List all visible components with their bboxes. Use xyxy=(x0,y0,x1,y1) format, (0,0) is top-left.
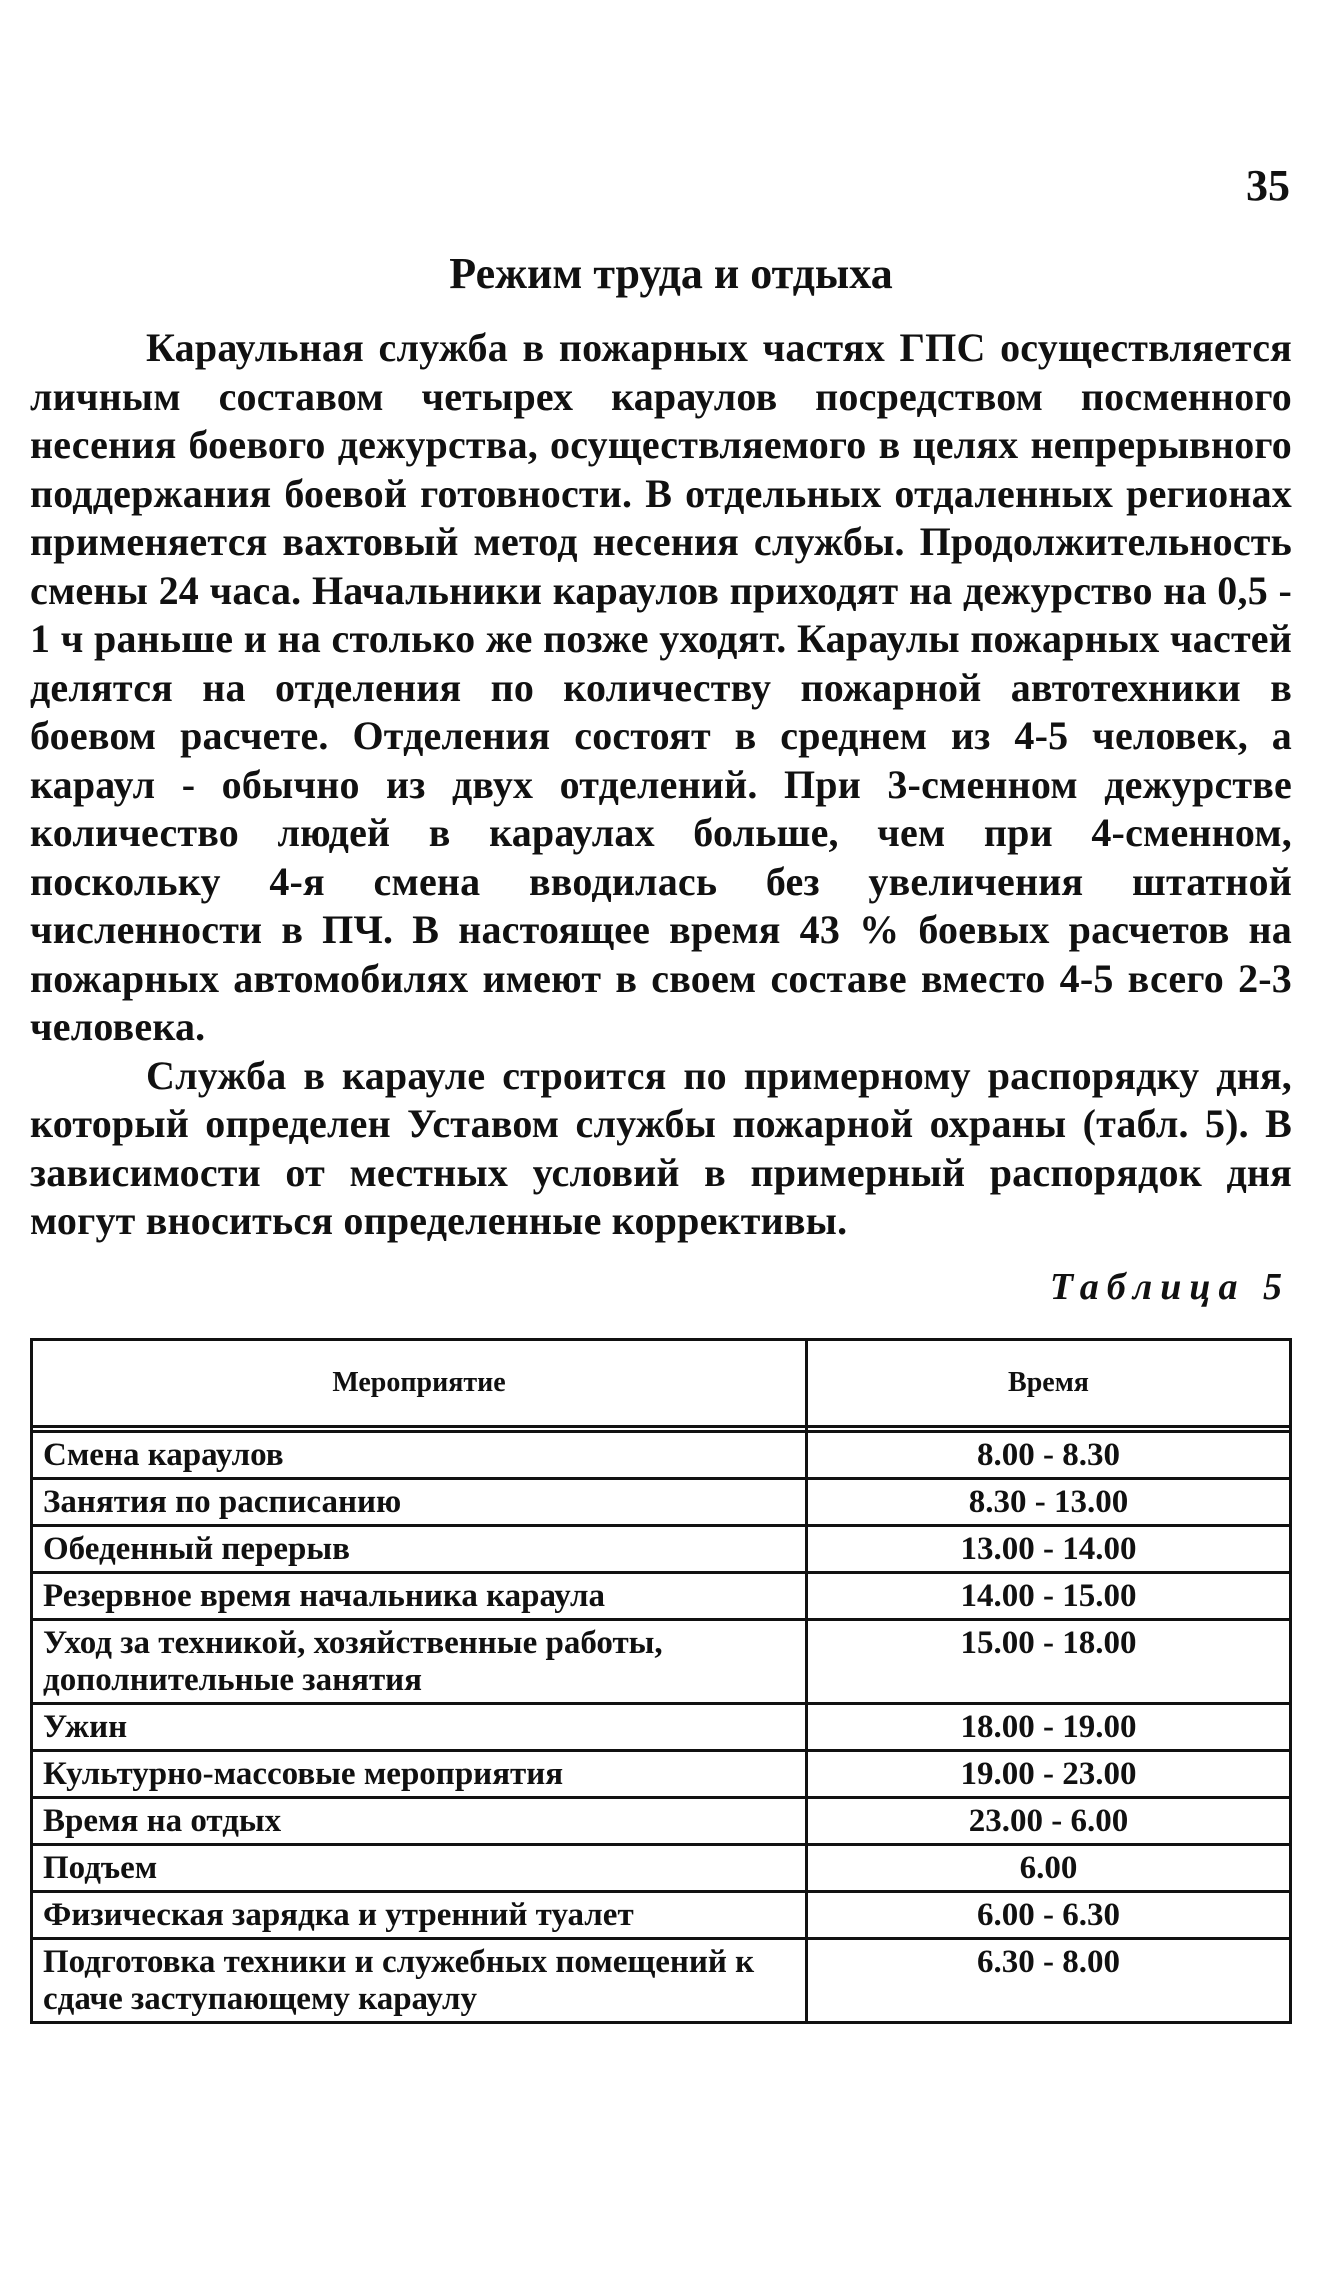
time-cell: 23.00 - 6.00 xyxy=(807,1798,1291,1845)
time-cell: 18.00 - 19.00 xyxy=(807,1704,1291,1751)
paragraph: Караульная служба в пожарных частях ГПС осуществляется личным составом четырех караулов посредством посменного несения боевого дежурства, осуществляемого в целях непрерывного поддержания боевой готовности. В отдельных отдаленных регионах применяется вахтовый метод несения службы. Продолжительность смены 24 часа. Начальники караулов приходят на дежурство на 0,5 - 1 ч раньше и на столько же позже уходят. Караулы пожарных частей делятся на отделения по количеству пожарной автотехники в боевом расчете. Отделения состоят в среднем из 4-5 человек, а караул - обычно из двух отделений. При 3-сменном дежурстве количество людей в караулах больше, чем при 4-сменном, поскольку 4-я смена вводилась без увеличения штатной численности в ПЧ. В настоящее время 43 % боевых расчетов на пожарных автомобилях имеют в своем составе вместо 4-5 всего 2-3 человека. xyxy=(30,325,1292,1049)
table-row xyxy=(32,1479,1291,1526)
time-cell: 13.00 - 14.00 xyxy=(807,1526,1291,1573)
table-row xyxy=(32,1751,1291,1798)
time-cell: 6.00 - 6.30 xyxy=(807,1892,1291,1939)
activity-cell: Ужин xyxy=(32,1704,807,1751)
time-cell: 6.00 xyxy=(807,1845,1291,1892)
activity-cell: Культурно-массовые мероприятия xyxy=(32,1751,807,1798)
activity-cell: Занятия по расписанию xyxy=(32,1479,807,1526)
paragraph: Служба в карауле строится по примерному распорядку дня, который определен Уставом службы пожарной охраны (табл. 5). В зависимости от местных условий в примерный распорядок дня могут вноситься определенные коррективы. xyxy=(30,1052,1292,1243)
activity-cell: Подъем xyxy=(32,1845,807,1892)
activity-cell: Уход за техникой, хозяйственные работы, дополнительные занятия xyxy=(32,1620,807,1704)
activity-cell: Обеденный перерыв xyxy=(32,1526,807,1573)
section-title: Режим труда и отдыха xyxy=(449,249,893,298)
table-row xyxy=(32,1939,1291,2023)
page-number: 35 xyxy=(1246,161,1290,210)
activity-cell: Резервное время начальника караула xyxy=(32,1573,807,1620)
time-cell: 6.30 - 8.00 xyxy=(807,1939,1291,2023)
time-cell: 8.30 - 13.00 xyxy=(807,1479,1291,1526)
time-cell: 19.00 - 23.00 xyxy=(807,1751,1291,1798)
table-row xyxy=(32,1620,1291,1704)
time-cell: 14.00 - 15.00 xyxy=(807,1573,1291,1620)
table-caption: Таблица 5 xyxy=(1049,1266,1290,1308)
table-row xyxy=(32,1798,1291,1845)
schedule-table xyxy=(30,1338,1292,2024)
activity-cell: Физическая зарядка и утренний туалет xyxy=(32,1892,807,1939)
table-row xyxy=(32,1573,1291,1620)
table-row xyxy=(32,1526,1291,1573)
activity-cell: Смена караулов xyxy=(32,1432,807,1479)
time-cell: 8.00 - 8.30 xyxy=(807,1432,1291,1479)
header-activity: Мероприятие xyxy=(32,1340,807,1427)
header-time: Время xyxy=(807,1340,1291,1427)
table-row xyxy=(32,1845,1291,1892)
activity-cell: Время на отдых xyxy=(32,1798,807,1845)
body-text xyxy=(30,324,1292,1246)
time-cell: 15.00 - 18.00 xyxy=(807,1620,1291,1704)
table-row xyxy=(32,1704,1291,1751)
activity-cell: Подготовка техники и служебных помещений к сдаче заступающему караулу xyxy=(32,1939,807,2023)
table-row xyxy=(32,1892,1291,1939)
table-header-row xyxy=(32,1340,1291,1427)
table-row xyxy=(32,1432,1291,1479)
